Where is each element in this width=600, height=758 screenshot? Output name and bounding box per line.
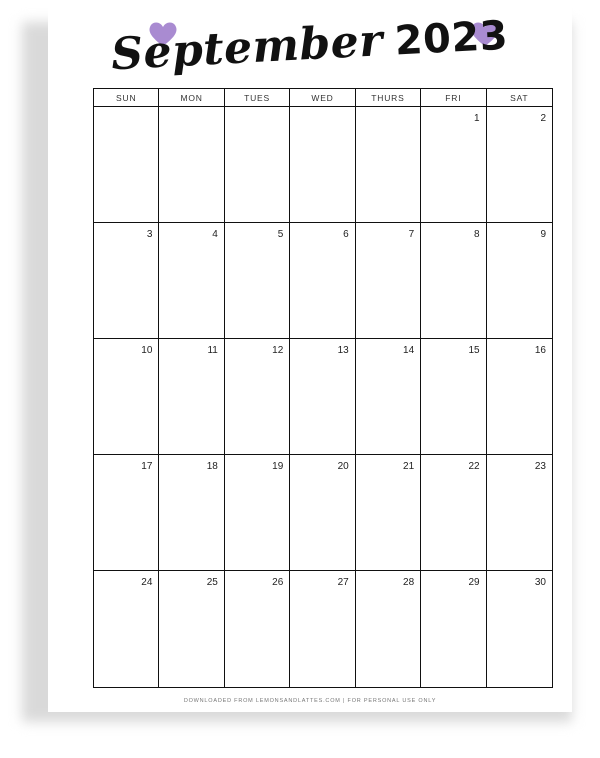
day-cell [487,339,552,455]
day-number: 1 [474,113,480,124]
day-cell [94,107,159,223]
day-number: 15 [468,345,480,356]
day-number: 22 [468,461,480,472]
weekday-header: WED [290,89,355,107]
day-number: 8 [474,229,480,240]
day-number: 18 [206,461,218,472]
calendar-grid [93,88,553,688]
day-number: 30 [534,577,546,588]
day-number: 16 [534,345,546,356]
day-cell [356,107,421,223]
day-cell [94,223,159,339]
day-cell [290,455,355,571]
day-cell [290,571,355,687]
day-cell [290,107,355,223]
footer-note: DOWNLOADED FROM LEMONSANDLATTES.COM | FOR PERSONAL USE ONLY [183,698,437,704]
day-number: 13 [337,345,349,356]
day-cell [94,455,159,571]
day-cell [159,571,224,687]
day-cell [159,107,224,223]
weekday-header: TUES [225,89,290,107]
weekday-header: SUN [94,89,159,107]
day-cell [94,571,159,687]
day-number: 21 [403,461,415,472]
day-number: 25 [206,577,218,588]
day-cell [487,571,552,687]
calendar-title [110,8,509,80]
month-title: September [110,14,385,80]
day-number: 24 [141,577,153,588]
weekday-header: FRI [421,89,486,107]
day-number: 17 [141,461,153,472]
day-cell [356,339,421,455]
day-number: 12 [272,345,284,356]
year-title: 2023 [394,12,510,65]
day-cell [290,339,355,455]
day-cell [356,223,421,339]
day-number: 26 [272,577,284,588]
day-cell [421,223,486,339]
day-cell [487,107,552,223]
day-number: 28 [403,577,415,588]
day-cell [487,223,552,339]
day-cell [225,107,290,223]
day-cell [225,339,290,455]
day-number: 14 [403,345,415,356]
day-number: 11 [207,345,218,356]
day-number: 10 [141,345,153,356]
day-cell [159,223,224,339]
day-cell [225,223,290,339]
weekday-header: THURS [356,89,421,107]
day-cell [356,571,421,687]
title-row [48,6,572,82]
day-cell [421,455,486,571]
day-number: 4 [212,229,218,240]
weekday-header: MON [159,89,224,107]
day-cell [225,571,290,687]
day-number: 9 [540,229,546,240]
day-cell [421,339,486,455]
weekday-header: SAT [487,89,552,107]
day-cell [290,223,355,339]
day-number: 7 [408,229,415,240]
day-number: 6 [343,229,349,240]
day-number: 29 [468,577,480,588]
day-cell [421,107,486,223]
day-cell [421,571,486,687]
day-number: 19 [272,461,284,472]
day-cell [159,455,224,571]
day-number: 5 [277,229,284,240]
day-cell [225,455,290,571]
day-cell [159,339,224,455]
day-number: 20 [337,461,349,472]
day-cell [94,339,159,455]
day-cell [487,455,552,571]
day-cell [356,455,421,571]
day-number: 27 [337,577,349,588]
day-number: 23 [534,461,546,472]
day-number: 2 [540,113,546,124]
day-number: 3 [146,229,153,240]
